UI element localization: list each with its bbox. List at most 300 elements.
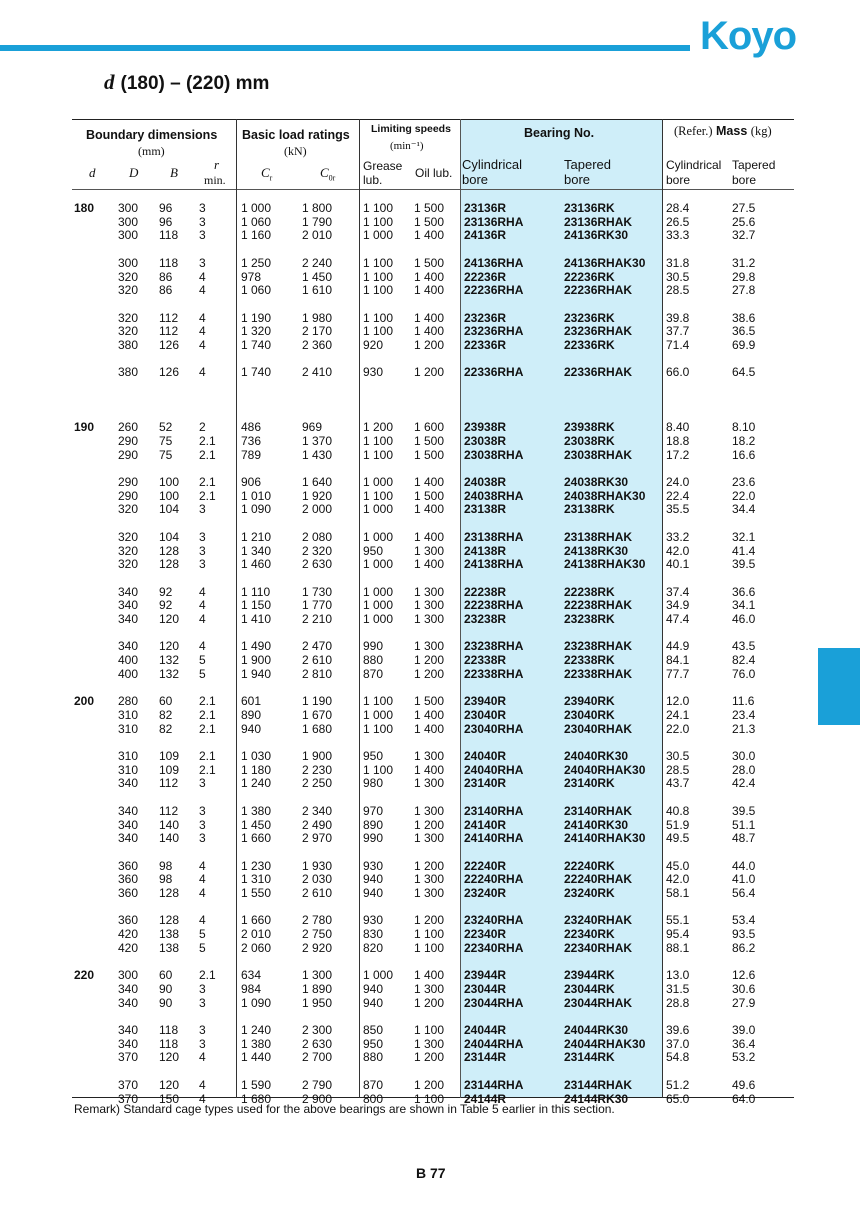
cell-outer-D: 340 <box>118 639 139 654</box>
cell-width-B: 92 <box>159 598 173 613</box>
cell-cyl-bore-no: 23044RHA <box>464 995 524 1010</box>
cell-outer-D: 320 <box>118 543 139 558</box>
cell-width-B: 112 <box>159 310 179 325</box>
koyo-logo: Koyo <box>700 14 796 58</box>
cell-speed-oil: 1 400 <box>414 721 445 736</box>
cell-tapered-bore-no: 22236RHAK <box>564 283 633 298</box>
cell-load-c0r: 1 430 <box>302 447 333 462</box>
cell-speed-oil: 1 500 <box>414 214 445 229</box>
table-row <box>0 928 860 942</box>
cell-mass-tapered: 27.9 <box>732 995 756 1010</box>
cell-load-c0r: 2 000 <box>302 502 333 517</box>
cell-tapered-bore-no: 22238RK <box>564 584 615 599</box>
table-row <box>0 229 860 243</box>
cell-outer-D: 360 <box>118 858 139 873</box>
cell-radius-r: 3 <box>199 1023 206 1037</box>
cell-cyl-bore-no: 23236RHA <box>464 324 524 339</box>
cell-cyl-bore-no: 22340R <box>464 927 507 942</box>
cell-load-cr: 1 240 <box>241 1023 272 1037</box>
cell-cyl-bore-no: 22236R <box>464 269 507 284</box>
cell-tapered-bore-no: 24044RK30 <box>564 1023 629 1037</box>
cell-width-B: 112 <box>159 324 179 339</box>
cell-mass-tapered: 46.0 <box>732 612 756 626</box>
cell-speed-oil: 1 200 <box>414 666 445 681</box>
cell-speed-oil: 1 100 <box>414 1023 445 1037</box>
cell-speed-grease: 830 <box>363 927 384 942</box>
cell-load-c0r: 1 800 <box>302 201 333 215</box>
cell-mass-tapered: 12.6 <box>732 968 756 983</box>
cell-cyl-bore-no: 22338R <box>464 653 507 668</box>
cell-mass-cyl: 40.1 <box>666 557 690 572</box>
cell-tapered-bore-no: 24136RK30 <box>564 228 629 243</box>
cell-mass-tapered: 11.6 <box>732 694 755 709</box>
cell-speed-oil: 1 300 <box>414 584 445 599</box>
cell-load-cr: 2 060 <box>241 940 272 955</box>
cell-radius-r: 4 <box>199 310 206 325</box>
cell-tapered-bore-no: 24044RHAK30 <box>564 1036 646 1051</box>
cell-mass-tapered: 30.0 <box>732 749 756 763</box>
cell-cyl-bore-no: 23938R <box>464 420 507 435</box>
cell-radius-r: 2.1 <box>199 968 216 983</box>
cell-mass-tapered: 41.0 <box>732 872 756 887</box>
cell-outer-D: 320 <box>118 283 139 298</box>
table-row <box>0 586 860 600</box>
cell-speed-grease: 880 <box>363 1050 384 1065</box>
table-row <box>0 887 860 901</box>
cell-tapered-bore-no: 23240RK <box>564 886 615 900</box>
cell-width-B: 140 <box>159 831 180 846</box>
cell-tapered-bore-no: 23236RK <box>564 310 615 325</box>
cell-mass-cyl: 26.5 <box>666 214 690 229</box>
cell-radius-r: 4 <box>199 269 206 284</box>
cell-cyl-bore-no: 23044R <box>464 981 507 996</box>
cell-radius-r: 4 <box>199 886 206 900</box>
cell-load-c0r: 2 300 <box>302 1023 333 1037</box>
cell-outer-D: 320 <box>118 502 139 517</box>
col-r-min: min. <box>204 173 226 187</box>
cell-width-B: 132 <box>159 666 180 681</box>
header-mass-unit: (kg) <box>750 124 772 138</box>
cell-tapered-bore-no: 24040RHAK30 <box>564 762 646 777</box>
cell-load-c0r: 2 900 <box>302 1091 333 1106</box>
cell-radius-r: 4 <box>199 365 206 380</box>
cell-mass-cyl: 51.2 <box>666 1077 690 1092</box>
col-D: D <box>129 165 139 180</box>
cell-mass-cyl: 55.1 <box>666 913 690 928</box>
cell-speed-grease: 890 <box>363 817 384 832</box>
cell-cyl-bore-no: 23136RHA <box>464 214 524 229</box>
cell-load-cr: 1 490 <box>241 639 272 654</box>
cell-speed-grease: 930 <box>363 913 384 928</box>
cell-cyl-bore-no: 23138RHA <box>464 529 524 544</box>
col-d: d <box>89 165 96 180</box>
cell-mass-tapered: 27.8 <box>732 283 756 298</box>
cell-load-c0r: 2 810 <box>302 666 333 681</box>
cell-outer-D: 420 <box>118 927 139 942</box>
cell-tapered-bore-no: 22240RHAK <box>564 872 633 887</box>
cell-load-cr: 1 150 <box>241 598 272 613</box>
cell-speed-oil: 1 500 <box>414 447 445 462</box>
cell-cyl-bore-no: 22240R <box>464 858 507 873</box>
cell-width-B: 100 <box>159 475 180 489</box>
cell-load-cr: 1 740 <box>241 365 272 380</box>
cell-width-B: 98 <box>159 872 173 887</box>
header-bottom-rule <box>72 189 794 190</box>
cell-mass-cyl: 71.4 <box>666 338 690 352</box>
cell-speed-oil: 1 300 <box>414 886 445 900</box>
remark-text: Remark) Standard cage types used for the above bearings are shown in Table 5 earlier in this section. <box>74 1102 615 1116</box>
cell-load-cr: 1 740 <box>241 338 272 352</box>
table-row <box>0 764 860 778</box>
cell-speed-grease: 1 100 <box>363 201 394 215</box>
header-mass <box>674 124 772 139</box>
cell-speed-oil: 1 300 <box>414 872 445 887</box>
cell-cyl-bore-no: 24038R <box>464 475 507 489</box>
cell-speed-grease: 820 <box>363 940 384 955</box>
cell-mass-cyl: 95.4 <box>666 927 690 942</box>
cell-outer-D: 340 <box>118 598 139 613</box>
cell-mass-cyl: 8.40 <box>666 420 690 435</box>
cell-outer-D: 340 <box>118 584 139 599</box>
cell-speed-grease: 1 100 <box>363 694 394 709</box>
cell-cyl-bore-no: 23144R <box>464 1050 507 1065</box>
cell-tapered-bore-no: 23044RK <box>564 981 615 996</box>
col-C0r <box>320 165 335 183</box>
cell-width-B: 118 <box>159 228 179 243</box>
cell-load-cr: 1 310 <box>241 872 272 887</box>
col-Cr-sub: r <box>269 173 273 183</box>
cell-cyl-bore-no: 23144RHA <box>464 1077 524 1092</box>
col-Cr-letter: C <box>261 165 270 180</box>
cell-tapered-bore-no: 22238RHAK <box>564 598 633 613</box>
cell-cyl-bore-no: 23238RHA <box>464 639 524 654</box>
cell-outer-D: 370 <box>118 1091 139 1106</box>
cell-outer-D: 300 <box>118 228 139 243</box>
cell-tapered-bore-no: 23144RHAK <box>564 1077 633 1092</box>
cell-speed-oil: 1 200 <box>414 1077 445 1092</box>
cell-mass-tapered: 38.6 <box>732 310 756 325</box>
cell-speed-grease: 870 <box>363 666 384 681</box>
cell-load-cr: 1 680 <box>241 1091 272 1106</box>
cell-load-c0r: 1 680 <box>302 721 333 736</box>
cell-radius-r: 3 <box>199 214 206 229</box>
cell-speed-oil: 1 300 <box>414 639 445 654</box>
cell-cyl-bore-no: 22340RHA <box>464 940 524 955</box>
cell-radius-r: 3 <box>199 543 206 558</box>
cell-radius-r: 2.1 <box>199 488 216 503</box>
cell-mass-cyl: 49.5 <box>666 831 690 846</box>
cell-bore-d: 200 <box>74 694 95 709</box>
cell-outer-D: 320 <box>118 529 139 544</box>
cell-radius-r: 2.1 <box>199 433 216 448</box>
cell-outer-D: 360 <box>118 872 139 887</box>
cell-speed-oil: 1 400 <box>414 557 445 572</box>
cell-width-B: 120 <box>159 1077 180 1092</box>
cell-speed-grease: 950 <box>363 543 384 558</box>
cell-tapered-bore-no: 22338RK <box>564 653 615 668</box>
cell-load-cr: 1 320 <box>241 324 272 339</box>
cell-width-B: 120 <box>159 612 180 626</box>
cell-mass-cyl: 42.0 <box>666 543 690 558</box>
cell-load-c0r: 2 630 <box>302 557 333 572</box>
cell-bore-d: 180 <box>74 201 95 215</box>
cell-load-cr: 1 250 <box>241 255 272 270</box>
cell-load-cr: 1 090 <box>241 995 272 1010</box>
cell-mass-cyl: 22.0 <box>666 721 690 736</box>
cell-load-c0r: 1 950 <box>302 995 333 1010</box>
cell-load-cr: 1 340 <box>241 543 272 558</box>
table-row <box>0 777 860 791</box>
cell-speed-grease: 1 100 <box>363 433 394 448</box>
cell-speed-grease: 1 000 <box>363 502 394 517</box>
table-row <box>0 832 860 846</box>
cell-speed-grease: 1 000 <box>363 475 394 489</box>
cell-load-cr: 1 180 <box>241 762 272 777</box>
cell-speed-oil: 1 400 <box>414 475 445 489</box>
cell-cyl-bore-no: 23240RHA <box>464 913 524 928</box>
cell-load-c0r: 2 410 <box>302 365 333 380</box>
cell-width-B: 112 <box>159 776 179 791</box>
cell-speed-oil: 1 400 <box>414 968 445 983</box>
cell-cyl-bore-no: 24044R <box>464 1023 507 1037</box>
cell-speed-oil: 1 500 <box>414 433 445 448</box>
cell-load-c0r: 1 900 <box>302 749 333 763</box>
cell-radius-r: 2.1 <box>199 749 216 763</box>
cell-radius-r: 4 <box>199 598 206 613</box>
cell-cyl-bore-no: 23040R <box>464 707 507 722</box>
cell-outer-D: 340 <box>118 995 139 1010</box>
cell-mass-tapered: 27.5 <box>732 201 756 215</box>
cell-speed-oil: 1 300 <box>414 612 445 626</box>
cell-width-B: 109 <box>159 762 180 777</box>
cell-speed-grease: 1 000 <box>363 529 394 544</box>
cell-mass-tapered: 23.6 <box>732 475 756 489</box>
cell-load-cr: 1 000 <box>241 201 272 215</box>
header-mass-prefix: (Refer.) <box>674 124 713 138</box>
cell-outer-D: 380 <box>118 338 139 352</box>
cell-load-c0r: 2 790 <box>302 1077 333 1092</box>
cell-tapered-bore-no: 24040RK30 <box>564 749 629 763</box>
cell-width-B: 90 <box>159 995 173 1010</box>
cell-outer-D: 320 <box>118 557 139 572</box>
cell-load-cr: 1 410 <box>241 612 272 626</box>
cell-outer-D: 340 <box>118 1036 139 1051</box>
cell-mass-cyl: 28.8 <box>666 995 690 1010</box>
cell-width-B: 128 <box>159 886 180 900</box>
cell-bore-d: 220 <box>74 968 95 983</box>
cell-cyl-bore-no: 22338RHA <box>464 666 524 681</box>
cell-speed-grease: 800 <box>363 1091 384 1106</box>
cell-load-c0r: 2 320 <box>302 543 333 558</box>
cell-tapered-bore-no: 22340RHAK <box>564 940 633 955</box>
cell-outer-D: 290 <box>118 433 139 448</box>
cell-tapered-bore-no: 22338RHAK <box>564 666 633 681</box>
cell-cyl-bore-no: 23940R <box>464 694 507 709</box>
cell-radius-r: 3 <box>199 1036 206 1051</box>
cell-load-cr: 1 230 <box>241 858 272 873</box>
cell-outer-D: 290 <box>118 488 139 503</box>
cell-mass-tapered: 48.7 <box>732 831 756 846</box>
cell-mass-tapered: 28.0 <box>732 762 756 777</box>
header-accent-bar <box>0 45 690 51</box>
cell-speed-oil: 1 400 <box>414 762 445 777</box>
cell-width-B: 104 <box>159 529 180 544</box>
cell-mass-tapered: 29.8 <box>732 269 756 284</box>
table-row <box>0 558 860 572</box>
col-mass-tap-2: bore <box>732 173 757 187</box>
cell-width-B: 140 <box>159 817 180 832</box>
cell-mass-cyl: 13.0 <box>666 968 690 983</box>
cell-load-c0r: 2 360 <box>302 338 333 352</box>
cell-speed-grease: 1 000 <box>363 557 394 572</box>
cell-load-cr: 984 <box>241 981 262 996</box>
cell-speed-oil: 1 300 <box>414 776 445 791</box>
cell-mass-cyl: 31.8 <box>666 255 690 270</box>
cell-width-B: 118 <box>159 1036 179 1051</box>
cell-mass-cyl: 84.1 <box>666 653 690 668</box>
cell-load-cr: 2 010 <box>241 927 272 942</box>
col-C0r-letter: C <box>320 165 329 180</box>
cell-outer-D: 310 <box>118 762 139 777</box>
table-row <box>0 490 860 504</box>
cell-speed-grease: 850 <box>363 1023 384 1037</box>
cell-speed-grease: 1 100 <box>363 283 394 298</box>
cell-mass-tapered: 32.7 <box>732 228 756 243</box>
cell-width-B: 112 <box>159 803 179 818</box>
cell-speed-oil: 1 300 <box>414 749 445 763</box>
cell-mass-tapered: 43.5 <box>732 639 756 654</box>
cell-speed-oil: 1 300 <box>414 981 445 996</box>
cell-mass-tapered: 23.4 <box>732 707 756 722</box>
col-tap-1: Tapered <box>564 157 611 172</box>
cell-speed-oil: 1 200 <box>414 653 445 668</box>
cell-mass-cyl: 17.2 <box>666 447 690 462</box>
col-Cr <box>261 165 272 183</box>
cell-width-B: 118 <box>159 1023 179 1037</box>
cell-tapered-bore-no: 23138RK <box>564 502 615 517</box>
cell-tapered-bore-no: 24140RHAK30 <box>564 831 646 846</box>
cell-mass-tapered: 39.5 <box>732 557 756 572</box>
cell-width-B: 120 <box>159 639 180 654</box>
cell-outer-D: 370 <box>118 1050 139 1065</box>
cell-load-cr: 1 380 <box>241 1036 272 1051</box>
cell-mass-tapered: 39.0 <box>732 1023 756 1037</box>
cell-load-c0r: 2 610 <box>302 886 333 900</box>
cell-mass-cyl: 54.8 <box>666 1050 690 1065</box>
cell-load-cr: 486 <box>241 420 262 435</box>
cell-load-c0r: 1 980 <box>302 310 333 325</box>
cell-outer-D: 310 <box>118 707 139 722</box>
cell-cyl-bore-no: 24040R <box>464 749 507 763</box>
cell-tapered-bore-no: 23140RK <box>564 776 615 791</box>
cell-load-cr: 1 660 <box>241 913 272 928</box>
cell-radius-r: 2.1 <box>199 762 216 777</box>
table-row <box>0 339 860 353</box>
cell-load-c0r: 2 010 <box>302 228 333 243</box>
cell-speed-grease: 1 000 <box>363 612 394 626</box>
cell-width-B: 60 <box>159 694 173 709</box>
cell-width-B: 96 <box>159 201 173 215</box>
cell-load-c0r: 2 030 <box>302 872 333 887</box>
cell-speed-oil: 1 400 <box>414 529 445 544</box>
cell-mass-tapered: 82.4 <box>732 653 756 668</box>
section-tab <box>818 648 860 725</box>
table-row <box>0 819 860 833</box>
cell-radius-r: 4 <box>199 283 206 298</box>
cell-speed-grease: 1 000 <box>363 228 394 243</box>
cell-radius-r: 3 <box>199 817 206 832</box>
cell-load-cr: 1 440 <box>241 1050 272 1065</box>
table-row <box>0 284 860 298</box>
cell-load-cr: 1 380 <box>241 803 272 818</box>
cell-outer-D: 320 <box>118 324 139 339</box>
cell-mass-cyl: 22.4 <box>666 488 690 503</box>
col-cyl-2: bore <box>462 172 489 187</box>
cell-width-B: 109 <box>159 749 180 763</box>
table-row <box>0 312 860 326</box>
cell-mass-tapered: 16.6 <box>732 447 756 462</box>
cell-load-c0r: 2 750 <box>302 927 333 942</box>
cell-mass-cyl: 12.0 <box>666 694 690 709</box>
cell-outer-D: 400 <box>118 653 139 668</box>
cell-tapered-bore-no: 23038RK <box>564 433 615 448</box>
cell-mass-cyl: 43.7 <box>666 776 690 791</box>
cell-width-B: 128 <box>159 913 180 928</box>
cell-load-c0r: 2 630 <box>302 1036 333 1051</box>
cell-tapered-bore-no: 23136RHAK <box>564 214 633 229</box>
col-cyl-1: Cylindrical <box>462 157 522 172</box>
cell-speed-grease: 1 100 <box>363 324 394 339</box>
header-bearing: Bearing No. <box>524 126 595 140</box>
cell-speed-grease: 950 <box>363 749 384 763</box>
table-row <box>0 503 860 517</box>
cell-tapered-bore-no: 23044RHAK <box>564 995 633 1010</box>
table-row <box>0 805 860 819</box>
table-row <box>0 695 860 709</box>
cell-cyl-bore-no: 23236R <box>464 310 507 325</box>
cell-speed-grease: 1 000 <box>363 598 394 613</box>
cell-load-c0r: 1 370 <box>302 433 333 448</box>
cell-outer-D: 320 <box>118 310 139 325</box>
cell-radius-r: 2.1 <box>199 447 216 462</box>
cell-radius-r: 2.1 <box>199 721 216 736</box>
cell-speed-oil: 1 300 <box>414 831 445 846</box>
cell-mass-cyl: 37.4 <box>666 584 690 599</box>
cell-radius-r: 4 <box>199 1091 206 1106</box>
cell-mass-cyl: 30.5 <box>666 749 690 763</box>
cell-outer-D: 360 <box>118 886 139 900</box>
header-speeds: Limiting speeds <box>371 123 451 135</box>
cell-outer-D: 300 <box>118 201 139 215</box>
cell-mass-tapered: 93.5 <box>732 927 756 942</box>
cell-mass-tapered: 22.0 <box>732 488 756 503</box>
cell-speed-oil: 1 400 <box>414 502 445 517</box>
cell-mass-cyl: 37.0 <box>666 1036 690 1051</box>
header-boundary: Boundary dimensions <box>86 128 218 142</box>
cell-radius-r: 5 <box>199 927 206 942</box>
cell-radius-r: 4 <box>199 584 206 599</box>
cell-load-cr: 789 <box>241 447 262 462</box>
cell-mass-cyl: 35.5 <box>666 502 690 517</box>
cell-tapered-bore-no: 22236RK <box>564 269 615 284</box>
cell-mass-cyl: 66.0 <box>666 365 690 380</box>
cell-outer-D: 340 <box>118 831 139 846</box>
cell-width-B: 128 <box>159 543 180 558</box>
cell-load-c0r: 1 890 <box>302 981 333 996</box>
col-grease-1: Grease <box>363 159 403 173</box>
cell-speed-grease: 1 100 <box>363 255 394 270</box>
col-tap-2: bore <box>564 172 591 187</box>
